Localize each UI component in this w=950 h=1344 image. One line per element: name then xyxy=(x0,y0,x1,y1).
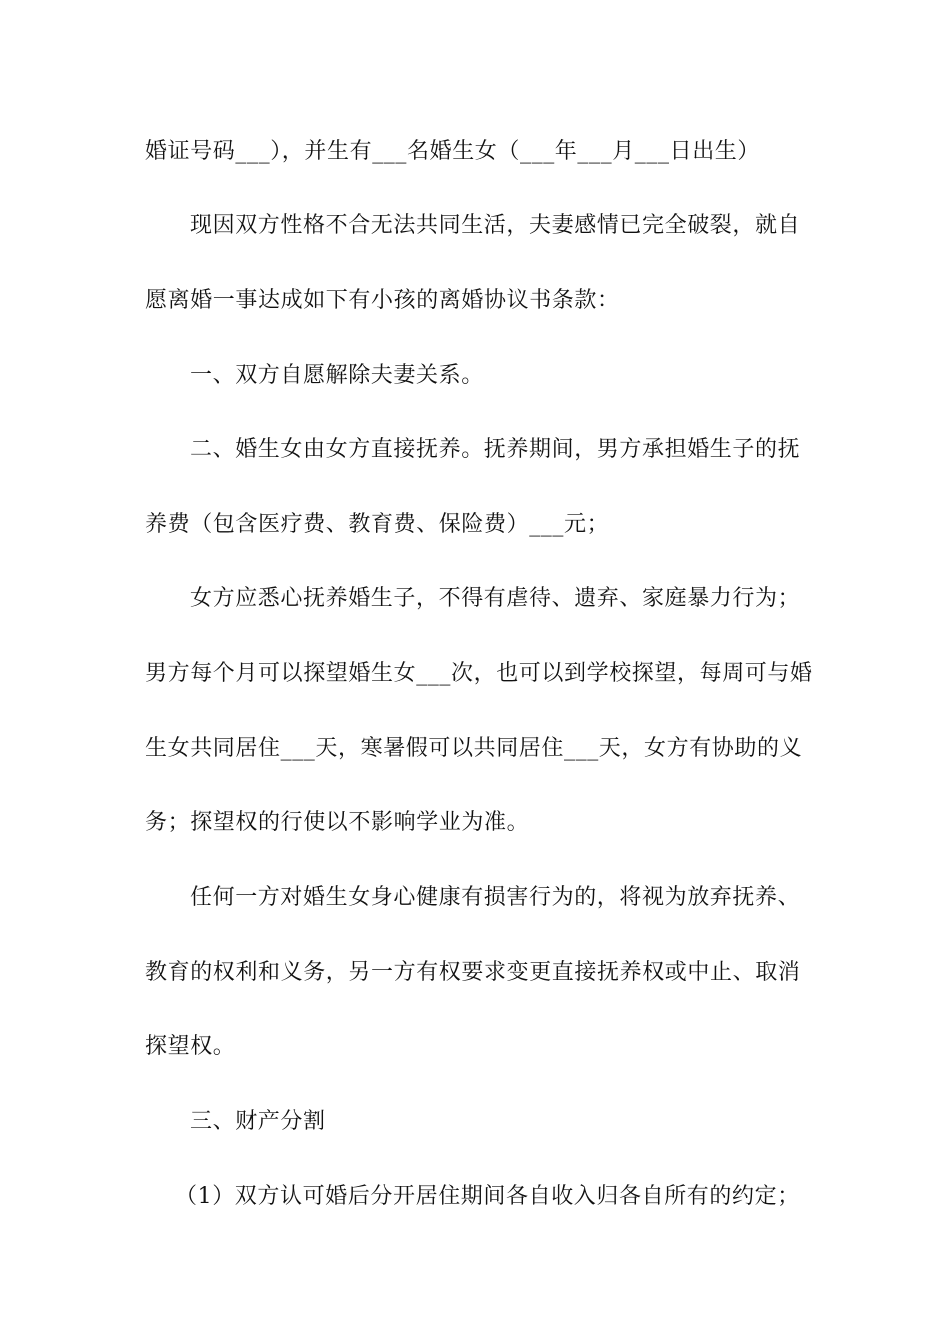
text-line-15: （1）双方认可婚后分开居住期间各自收入归各自所有的约定； xyxy=(175,1184,800,1209)
text-line-4: 一、双方自愿解除夫妻关系。 xyxy=(190,363,484,388)
text-line-1: 婚证号码___），并生有___名婚生女（___年___月___日出生） xyxy=(145,139,761,164)
text-line-10: 务；探望权的行使以不影响学业为准。 xyxy=(145,810,530,835)
text-line-13: 探望权。 xyxy=(145,1034,236,1059)
text-line-8: 男方每个月可以探望婚生女___次，也可以到学校探望，每周可与婚 xyxy=(145,661,813,686)
text-line-11: 任何一方对婚生女身心健康有损害行为的，将视为放弃抚养、 xyxy=(190,885,801,910)
text-line-2: 现因双方性格不合无法共同生活，夫妻感情已完全破裂，就自 xyxy=(190,213,801,238)
text-line-7: 女方应悉心抚养婚生子，不得有虐待、遗弃、家庭暴力行为； xyxy=(190,586,801,611)
text-line-6: 养费（包含医疗费、教育费、保险费）___元； xyxy=(145,512,610,537)
text-line-12: 教育的权利和义务，另一方有权要求变更直接抚养权或中止、取消 xyxy=(145,960,801,985)
text-line-3: 愿离婚一事达成如下有小孩的离婚协议书条款： xyxy=(145,288,620,313)
text-line-14: 三、财产分割 xyxy=(190,1109,326,1134)
text-line-9: 生女共同居住___天，寒暑假可以共同居住___天，女方有协助的义 xyxy=(145,736,803,761)
text-line-5: 二、婚生女由女方直接抚养。抚养期间，男方承担婚生子的抚 xyxy=(190,437,801,462)
